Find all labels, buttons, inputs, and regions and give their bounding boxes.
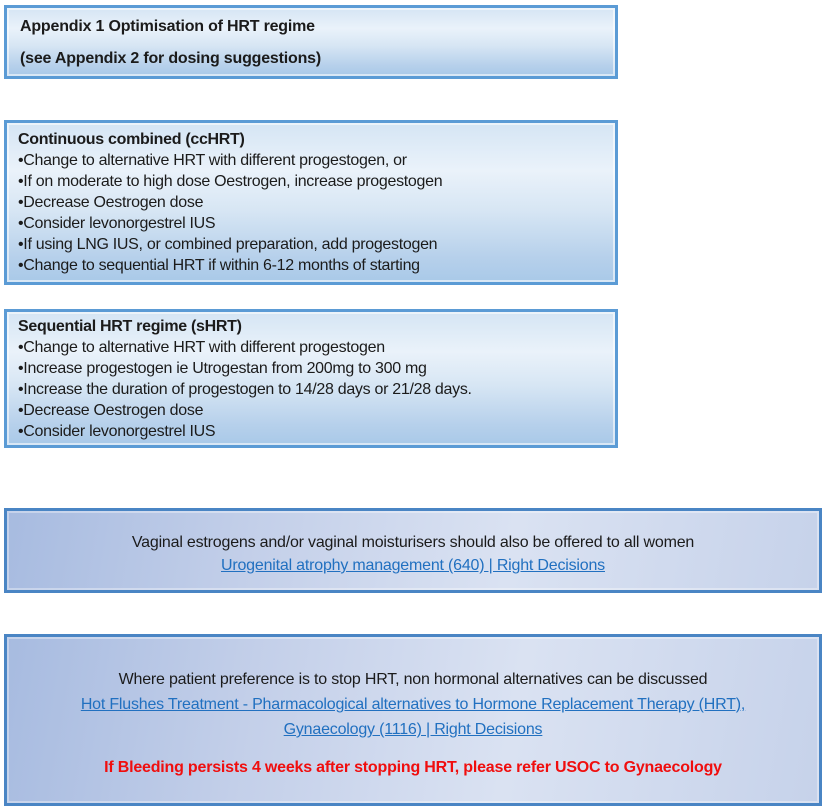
shrt-bullet-item: •Increase the duration of progestogen to 14/28 days or 21/28 days. bbox=[18, 381, 472, 398]
appendix-subtitle: (see Appendix 2 for dosing suggestions) bbox=[20, 50, 321, 67]
cchrt-bullet-item: •Change to sequential HRT if within 6-12 months of starting bbox=[18, 257, 420, 274]
cchrt-bullet-item: •Consider levonorgestrel IUS bbox=[18, 215, 216, 232]
shrt-bullet-item: •Change to alternative HRT with different progestogen bbox=[18, 339, 385, 356]
cchrt-bullet-item: •If using LNG IUS, or combined preparation, add progestogen bbox=[18, 236, 438, 253]
shrt-title: Sequential HRT regime (sHRT) bbox=[18, 318, 242, 335]
shrt-bullet-item: •Increase progestogen ie Utrogestan from 200mg to 300 mg bbox=[18, 360, 427, 377]
appendix-header-box bbox=[4, 5, 618, 79]
stop-hrt-text: Where patient preference is to stop HRT, non hormonal alternatives can be discussed bbox=[118, 671, 708, 688]
cchrt-bullet-item: •Decrease Oestrogen dose bbox=[18, 194, 204, 211]
shrt-bullet-item: •Decrease Oestrogen dose bbox=[18, 402, 204, 419]
bleeding-alert-text: If Bleeding persists 4 weeks after stopping HRT, please refer USOC to Gynaecology bbox=[104, 759, 722, 776]
cchrt-bullet-item: •Change to alternative HRT with different progestogen, or bbox=[18, 152, 407, 169]
vaginal-estrogens-text: Vaginal estrogens and/or vaginal moisturisers should also be offered to all women bbox=[131, 534, 695, 551]
shrt-bullet-item: •Consider levonorgestrel IUS bbox=[18, 423, 216, 440]
cchrt-title: Continuous combined (ccHRT) bbox=[18, 131, 245, 148]
shrt-box bbox=[4, 309, 618, 448]
cchrt-bullet-item: •If on moderate to high dose Oestrogen, increase progestogen bbox=[18, 173, 443, 190]
urogenital-atrophy-link[interactable]: Urogenital atrophy management (640) | Right Decisions bbox=[221, 557, 605, 574]
hot-flushes-treatment-link[interactable]: Hot Flushes Treatment - Pharmacological alternatives to Hormone Replacement Therapy (HRT), Gynaecology (1116) | Right Decisions bbox=[80, 696, 746, 738]
stop-hrt-box bbox=[4, 634, 822, 806]
vaginal-estrogens-box bbox=[4, 508, 822, 593]
cchrt-box bbox=[4, 120, 618, 285]
appendix-title: Appendix 1 Optimisation of HRT regime bbox=[20, 18, 315, 35]
